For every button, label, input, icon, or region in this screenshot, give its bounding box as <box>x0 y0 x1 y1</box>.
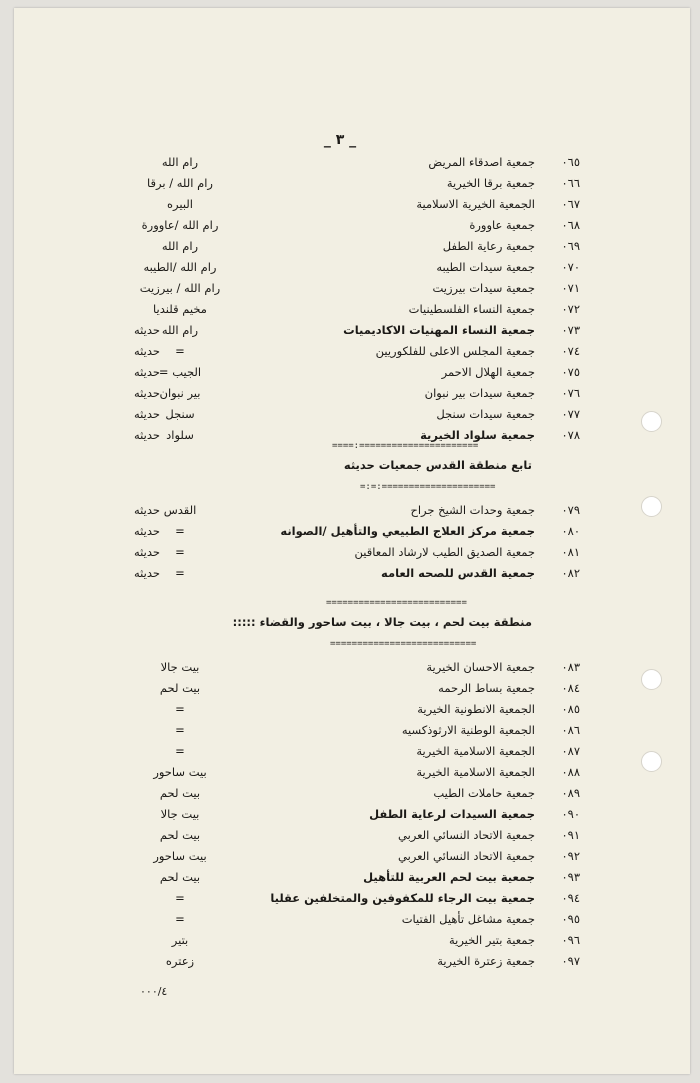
list-item <box>120 500 580 520</box>
item-number: ٠٧٥ <box>561 365 580 379</box>
list-item <box>120 804 580 824</box>
association-name: جمعية سيدات بير نبوان <box>424 386 535 400</box>
item-number: ٠٩٦ <box>561 933 580 947</box>
location: = <box>175 524 185 538</box>
list-item <box>120 825 580 845</box>
list-item <box>120 542 580 562</box>
status-note: حديثه <box>134 524 160 538</box>
association-name: جمعية النساء الفلسطينيات <box>408 302 535 316</box>
item-number: ٠٨٧ <box>561 744 580 758</box>
punch-hole <box>641 411 662 432</box>
list-item <box>120 299 580 319</box>
item-number: ٠٩٢ <box>561 849 580 863</box>
list-item <box>120 404 580 424</box>
location: رام الله <box>161 155 199 169</box>
status-note: حديثه <box>134 407 160 421</box>
location: بيت لحم <box>159 786 201 800</box>
item-number: ٠٨١ <box>561 545 580 559</box>
association-name: جمعية سيدات سنجل <box>436 407 535 421</box>
association-name: جمعية سلواد الخيرية <box>420 428 535 442</box>
item-number: ٠٧٤ <box>561 344 580 358</box>
list-item <box>120 257 580 277</box>
location: = <box>175 912 185 926</box>
punch-hole <box>641 751 662 772</box>
list-item <box>120 930 580 950</box>
association-name: جمعية الصديق الطيب لارشاد المعاقين <box>354 545 535 559</box>
location: سلواد <box>166 428 194 442</box>
section-rule: ====:====================== <box>332 441 479 451</box>
list-item <box>120 383 580 403</box>
association-name: جمعية الهلال الاحمر <box>441 365 535 379</box>
location: مخيم قلنديا <box>153 302 207 316</box>
association-name: جمعية برقا الخيرية <box>446 176 535 190</box>
location: بيت ساحور <box>153 765 207 779</box>
list-item <box>120 152 580 172</box>
list-item <box>120 951 580 971</box>
item-number: ٠٧١ <box>561 281 580 295</box>
item-number: ٠٨٩ <box>561 786 580 800</box>
association-name: جمعية مشاغل تأهيل الفتيات <box>401 912 535 926</box>
location: البيره <box>166 197 193 211</box>
item-number: ٠٩٣ <box>561 870 580 884</box>
item-number: ٠٩١ <box>561 828 580 842</box>
list-item <box>120 783 580 803</box>
page-number: _ ٣ _ <box>323 132 357 148</box>
item-number: ٠٨٢ <box>561 566 580 580</box>
list-item <box>120 215 580 235</box>
item-number: ٠٦٧ <box>561 197 580 211</box>
location: القدس <box>163 503 197 517</box>
list-item <box>120 846 580 866</box>
location: رام الله / برقا <box>147 176 213 190</box>
list-item <box>120 867 580 887</box>
location: بتير <box>171 933 189 947</box>
list-item <box>120 657 580 677</box>
item-number: ٠٨٣ <box>561 660 580 674</box>
location: بيت جالا <box>160 807 200 821</box>
association-name: جمعية الاتحاد النسائي العربي <box>397 828 535 842</box>
location: بيت لحم <box>159 870 201 884</box>
item-number: ٠٧٧ <box>561 407 580 421</box>
location: رام الله <box>161 323 199 337</box>
association-name: جمعية زعترة الخيرية <box>437 954 535 968</box>
association-name: جمعية الاحسان الخيرية <box>426 660 535 674</box>
section-rule: ========================== <box>326 598 467 608</box>
item-number: ٠٩٥ <box>561 912 580 926</box>
location: بيت لحم <box>159 681 201 695</box>
association-name: جمعية سيدات بيرزيت <box>432 281 535 295</box>
association-name: الجمعية الاسلامية الخيرية <box>416 744 535 758</box>
location: بيت جالا <box>160 660 200 674</box>
association-name: جمعية بساط الرحمه <box>438 681 535 695</box>
item-number: ٠٨٨ <box>561 765 580 779</box>
status-note: حديثه <box>134 545 160 559</box>
location: سنجل <box>165 407 195 421</box>
item-number: ٠٧٢ <box>561 302 580 316</box>
location: رام الله / بيرزيت <box>139 281 221 295</box>
association-name: جمعية بيت لحم العربية للتأهيل <box>363 870 535 884</box>
status-note: حديثه <box>134 503 160 517</box>
association-name: جمعية بتير الخيرية <box>448 933 535 947</box>
location: = <box>175 744 185 758</box>
location: بيت ساحور <box>153 849 207 863</box>
location: رام الله <box>161 239 199 253</box>
item-number: ٠٨٥ <box>561 702 580 716</box>
item-number: ٠٦٨ <box>561 218 580 232</box>
association-name: جمعية اصدقاء المريض <box>428 155 535 169</box>
association-name: جمعية المجلس الاعلى للفلكوريين <box>375 344 535 358</box>
list-item <box>120 362 580 382</box>
association-name: الجمعية الاسلامية الخيرية <box>416 765 535 779</box>
list-item <box>120 278 580 298</box>
association-name: جمعية حاملات الطيب <box>433 786 535 800</box>
list-item <box>120 320 580 340</box>
section-heading-jerusalem: تابع منطقة القدس جمعيات حديثه <box>343 458 532 472</box>
item-number: ٠٧٨ <box>561 428 580 442</box>
association-name: جمعية رعاية الطفل <box>442 239 535 253</box>
association-name: جمعية وحدات الشيخ جراح <box>410 503 535 517</box>
list-item <box>120 762 580 782</box>
item-number: ٠٧٦ <box>561 386 580 400</box>
association-name: جمعية بيت الرجاء للمكفوفين والمتخلفين عقليا <box>270 891 535 905</box>
location: زعتره <box>165 954 195 968</box>
location: = <box>175 545 185 559</box>
status-note: حديثه <box>134 344 160 358</box>
association-name: جمعية السيدات لرعاية الطفل <box>369 807 535 821</box>
item-number: ٠٩٧ <box>561 954 580 968</box>
item-number: ٠٨٤ <box>561 681 580 695</box>
list-item <box>120 521 580 541</box>
association-name: الجمعية الانطونية الخيرية <box>417 702 535 716</box>
item-number: ٠٧٠ <box>561 260 580 274</box>
item-number: ٠٧٣ <box>561 323 580 337</box>
association-name: الجمعية الوطنية الارثوذكسيه <box>401 723 535 737</box>
location: بيت لحم <box>159 828 201 842</box>
association-name: جمعية مركز العلاج الطبيعي والتأهيل /الصوانه <box>280 524 535 538</box>
item-number: ٠٩٤ <box>561 891 580 905</box>
association-name: جمعية سيدات الطيبه <box>436 260 535 274</box>
list-item <box>120 194 580 214</box>
section-heading-bethlehem: منطقة بيت لحم ، بيت جالا ، بيت ساحور والقضاء ::::: <box>232 615 532 629</box>
punch-hole <box>641 496 662 517</box>
item-number: ٠٦٥ <box>561 155 580 169</box>
location: = <box>175 566 185 580</box>
status-note: حديثه <box>134 323 160 337</box>
status-note: حديثه <box>134 365 160 379</box>
association-name: جمعية النساء المهنيات الاكاديميات <box>343 323 535 337</box>
status-note: حديثه <box>134 566 160 580</box>
status-note: حديثه <box>134 428 160 442</box>
location: الجيب = <box>158 365 202 379</box>
location: = <box>175 344 185 358</box>
association-name: الجمعية الخيرية الاسلامية <box>416 197 535 211</box>
location: رام الله /عاوورة <box>141 218 219 232</box>
location: = <box>175 891 185 905</box>
list-item <box>120 173 580 193</box>
status-note: حديثه <box>134 386 160 400</box>
association-name: جمعية القدس للصحه العامه <box>381 566 535 580</box>
list-item <box>120 741 580 761</box>
footer-page-ref: ٠٠٠/٤ <box>140 985 168 998</box>
location: رام الله /الطيبه <box>143 260 217 274</box>
item-number: ٠٨٠ <box>561 524 580 538</box>
list-item <box>120 720 580 740</box>
section-rule: =:=:===================== <box>360 482 496 492</box>
list-item <box>120 563 580 583</box>
punch-hole <box>641 669 662 690</box>
location: = <box>175 702 185 716</box>
list-item <box>120 678 580 698</box>
section-rule: =========================== <box>330 639 477 649</box>
location: بير نبوان <box>159 386 201 400</box>
item-number: ٠٦٩ <box>561 239 580 253</box>
association-name: جمعية الاتحاد النسائي العربي <box>397 849 535 863</box>
association-name: جمعية عاوورة <box>469 218 535 232</box>
item-number: ٠٩٠ <box>561 807 580 821</box>
item-number: ٠٧٩ <box>561 503 580 517</box>
list-item <box>120 699 580 719</box>
list-item <box>120 888 580 908</box>
list-item <box>120 341 580 361</box>
item-number: ٠٦٦ <box>561 176 580 190</box>
location: = <box>175 723 185 737</box>
list-item <box>120 909 580 929</box>
list-item <box>120 236 580 256</box>
item-number: ٠٨٦ <box>561 723 580 737</box>
